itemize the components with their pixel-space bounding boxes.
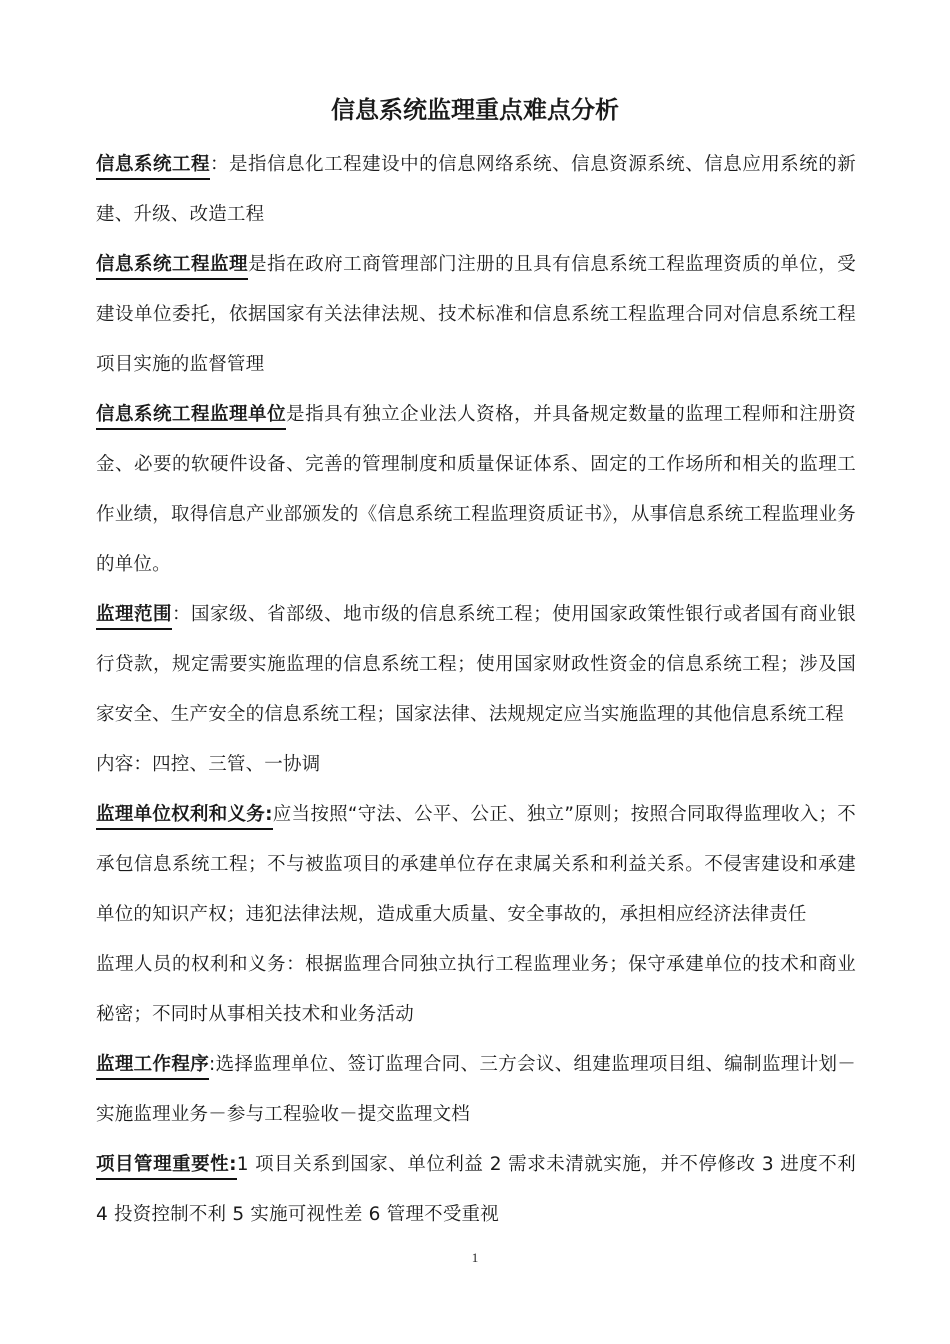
- paragraph-supervision-unit: [96, 390, 856, 590]
- paragraph-info-system-project: [96, 140, 856, 240]
- paragraph-project-supervision: [96, 240, 856, 390]
- paragraph-pm-importance: [96, 1140, 856, 1240]
- term-label: 监理范围: [96, 604, 172, 630]
- term-label: 信息系统工程: [96, 154, 210, 180]
- paragraph-text: 应当按照“守法、公平、公正、独立”原则；按照合同取得监理收入；不承包信息系统工程；不与被监项目的承建单位存在隶属关系和利益关系。不侵害建设和承建单位的知识产权；违犯法律法规，造成重大质量、安全事故的，承担相应经济法律责任: [96, 804, 856, 925]
- paragraph-text: :选择监理单位、签订监理合同、三方会议、组建监理项目组、编制监理计划－实施监理业务－参与工程验收－提交监理文档: [96, 1054, 856, 1125]
- term-label: 监理工作程序: [96, 1054, 209, 1080]
- paragraph-staff-rights: [96, 940, 856, 1040]
- paragraph-text: 1 项目关系到国家、单位利益 2 需求未清就实施，并不停修改 3 进度不利 4 投资控制不利 5 实施可视性差 6 管理不受重视: [96, 1154, 857, 1225]
- paragraph-text: 是指在政府工商管理部门注册的且具有信息系统工程监理资质的单位，受建设单位委托，依据国家有关法律法规、技术标准和信息系统工程监理合同对信息系统工程项目实施的监督管理: [96, 254, 856, 375]
- paragraph-work-procedure: [96, 1040, 856, 1140]
- term-label: 监理单位权利和义务:: [96, 804, 273, 830]
- paragraph-supervision-scope: [96, 590, 856, 740]
- term-label: 项目管理重要性:: [96, 1154, 237, 1180]
- paragraph-text: ：国家级、省部级、地市级的信息系统工程；使用国家政策性银行或者国有商业银行贷款，规定需要实施监理的信息系统工程；使用国家财政性资金的信息系统工程；涉及国家安全、生产安全的信息系统工程；国家法律、法规规定应当实施监理的其他信息系统工程: [96, 604, 856, 725]
- paragraph-text: 是指具有独立企业法人资格，并具备规定数量的监理工程师和注册资金、必要的软硬件设备、完善的管理制度和质量保证体系、固定的工作场所和相关的监理工作业绩，取得信息产业部颁发的《信息系统工程监理资质证书》，从事信息系统工程监理业务的单位。: [96, 404, 856, 575]
- paragraph-unit-rights: [96, 790, 856, 940]
- paragraph-text: 监理人员的权利和义务：根据监理合同独立执行工程监理业务；保守承建单位的技术和商业秘密；不同时从事相关技术和业务活动: [96, 954, 856, 1025]
- document-title: 信息系统监理重点难点分析: [331, 96, 619, 124]
- paragraph-content: [96, 740, 856, 790]
- term-label: 信息系统工程监理: [96, 254, 248, 280]
- paragraph-text: ：是指信息化工程建设中的信息网络系统、信息资源系统、信息应用系统的新建、升级、改造工程: [96, 154, 856, 225]
- term-label: 信息系统工程监理单位: [96, 404, 286, 430]
- page-number: 1: [471, 1250, 479, 1265]
- document-body: [96, 140, 856, 1240]
- paragraph-text: 内容：四控、三管、一协调: [96, 754, 321, 775]
